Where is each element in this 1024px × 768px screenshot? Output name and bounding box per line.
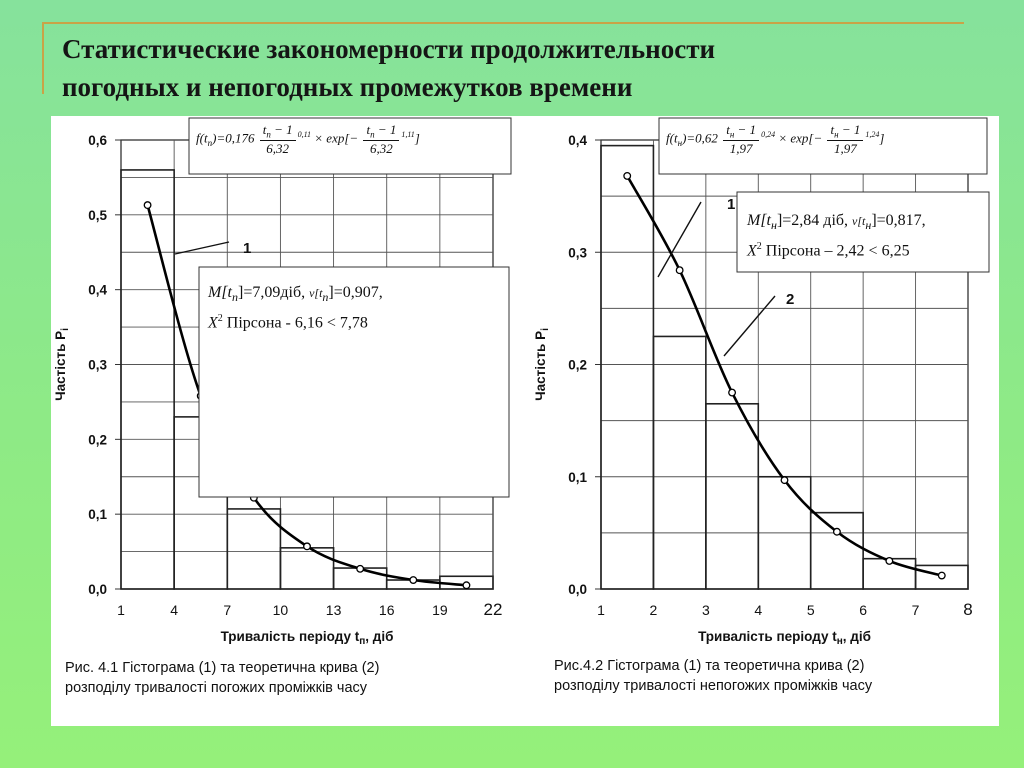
chart2-y-tick-label: 0,1 [568,469,587,485]
formula-times: × exp [314,130,345,146]
formula-arg-sub: п [207,137,213,148]
chart1-histogram-bar [280,548,333,589]
chart2-curve-point [834,528,841,535]
stat-x2-sup: 2 [217,313,223,325]
chart1-x-tick-label: 19 [432,602,448,618]
slide-title-line2: погодных и непогодных промежутков времени [62,72,633,102]
chart1-caption [65,658,379,698]
stat-m-value: ]=7,09діб, [238,284,310,301]
chart1-x-tick-label: 10 [272,602,289,618]
chart2-y-tick-label: 0,2 [568,357,587,373]
formula-exp1: 0,24 [761,129,776,139]
chart1-x-axis-label-unit: , діб [365,629,394,644]
chart2-formula: $f(t_н)=0,62$ $t_н - 1$ 1,97 $^{0,24}$ × exp[− $t_н - 1$ 1,97 $^{1,24}$] [666,122,885,156]
chart1-curve-point [410,577,417,584]
formula-den2: 1,97 [834,140,857,156]
chart2-y-tick-label: 0,3 [568,245,587,261]
formula-num2-sub: п [370,129,375,140]
chart1-y-tick-label: 0,0 [88,582,107,597]
chart2-caption [554,656,872,696]
formula-f: f [196,130,200,146]
chart2-histogram-bar [706,404,758,589]
chart1-y-axis-label-sub: i [60,328,71,331]
chart2-x-tick-label: 8 [963,600,973,619]
chart1-curve-point [144,202,151,209]
chart2-label1: 1 [727,196,736,213]
stat-v-sub: н [865,218,872,233]
chart2-y-axis-label: Частість $P_i$ [533,328,551,401]
chart1-curve-point [304,543,311,550]
formula-coef: =0,176 [216,130,255,146]
formula-f: f [666,130,670,146]
formula-minus: − [813,130,823,146]
chart1-y-tick-label: 0,5 [88,207,107,223]
chart2-curve-point [781,477,788,484]
chart2-label2: 2 [786,291,795,308]
chart2-curve-point [729,389,736,396]
formula-den: 1,97 [729,140,753,156]
chart2-curve-point [938,572,945,579]
stat-v-sub: п [322,290,329,305]
chart2-x-tick-label: 5 [806,602,815,618]
chart2-y-tick-label: 0,0 [568,582,587,597]
stat-m-value: ]=2,84 діб, [776,212,853,229]
chart1-histogram-bar [121,170,174,589]
chart1-y-tick-label: 0,2 [88,432,107,448]
charts-canvas [51,116,999,726]
formula-num2-tail: − 1 [838,122,861,137]
chart1-x-tick-label: 22 [483,600,503,619]
stat-pearson: Пірсона - 6,16 < 7,78 [222,314,368,332]
chart2-histogram-bar [811,513,863,589]
formula-num2-tail: − 1 [374,122,397,137]
chart2-curve-point [676,267,683,274]
slide-title [62,30,962,106]
stat-v-value: ]=0,817, [871,212,926,229]
stat-v-value: ]=0,907, [328,284,383,301]
caption-line1: Рис.4.2 Гістограма (1) та теоретична крива (2) [554,658,865,674]
chart1-y-tick-label: 0,6 [88,133,107,148]
formula-den: 6,32 [266,140,290,156]
chart2-curve-point [886,558,893,565]
formula-num2-sub: н [834,129,839,140]
chart2-histogram-bar [653,336,705,589]
chart2-x-axis-label-sub: н [836,636,843,647]
stat-m-label: M[t [747,212,771,229]
formula-exp2: 1,24 [865,129,880,139]
chart1-x-tick-label: 13 [325,602,342,618]
chart2-y-axis-label-sub: i [540,328,551,331]
formula-num2: t [830,122,835,137]
formula-exp1: 0,11 [297,129,312,139]
chart2-curve-point [624,173,631,180]
stat-pearson: Пірсона – 2,42 < 6,25 [761,242,910,260]
formula-times: × exp [778,130,809,146]
chart2-x-tick-label: 3 [701,602,710,618]
title-accent-vertical [42,22,44,94]
chart1-x-tick-label: 7 [223,602,232,618]
formula-arg-sub: н [677,137,683,148]
stat-m-sub: п [232,290,238,305]
formula-coef: =0,62 [686,130,718,146]
chart1-formula: $f(t_п)=0,176$ $t_п - 1$ 6,32 $^{0,11}$ × exp[− $t_п - 1$ 6,32 $^{1,11}$] [196,122,420,156]
stat-x2: X [747,242,757,260]
chart1-x-axis-label-sub: п [359,636,366,647]
stat-v-label: v[t [309,286,323,300]
chart1-curve-point [357,565,364,572]
figure-panel [51,116,999,726]
stat-v-label: v[t [852,214,866,228]
chart1-x-tick-label: 16 [378,602,395,618]
chart2-x-tick-label: 1 [597,602,605,618]
formula-num-tail: − 1 [734,122,757,137]
formula-num-sub: н [729,129,735,140]
title-accent-horizontal [42,22,964,24]
chart2-x-tick-label: 7 [911,602,920,618]
stat-x2-sup: 2 [756,241,762,253]
chart1-stats [208,282,383,334]
chart1-label1: 1 [243,240,252,257]
formula-num2: t [366,122,371,137]
chart2-histogram-bar [601,146,653,589]
chart2-x-tick-label: 4 [754,602,763,618]
formula-num-tail: − 1 [270,122,293,137]
chart2-x-axis-label-unit: , діб [842,629,871,644]
chart2-label2-leader [724,296,775,356]
chart2-y-tick-label: 0,4 [568,133,587,148]
stat-m-label: M[t [208,284,232,301]
chart1-y-axis-label: Частість $P_i$ [53,328,71,401]
slide-title-line1: Статистические закономерности продолжительности [62,34,716,64]
formula-num: t [262,122,267,137]
caption-line2: розподілу тривалості погожих проміжків часу [65,680,368,696]
stat-x2: X [208,314,218,332]
stat-m-sub: н [771,218,777,233]
chart1-curve-point [463,582,470,589]
formula-num-sub: п [266,129,271,140]
chart1-y-tick-label: 0,4 [88,282,107,298]
chart1-y-tick-label: 0,3 [88,357,107,373]
caption-line1: Рис. 4.1 Гістограма (1) та теоретична крива (2) [65,660,380,676]
formula-exp2: 1,11 [401,129,415,139]
formula-minus: − [349,130,359,146]
formula-arg: t [673,130,678,146]
formula-arg: t [203,130,208,146]
chart2-x-tick-label: 6 [859,602,868,618]
formula-den2: 6,32 [370,140,393,156]
chart2-x-axis-label: Тривалість періоду $t_н$, діб [698,629,871,647]
chart1-x-axis-label: Тривалість періоду $t_п$, діб [220,629,394,647]
chart2-x-tick-label: 2 [649,602,658,618]
chart1-x-tick-label: 1 [117,602,125,618]
caption-line2: розподілу тривалості непогожих проміжків часу [554,678,873,694]
chart2-stats [747,210,926,262]
chart1-y-tick-label: 0,1 [88,507,107,523]
chart1-x-tick-label: 4 [170,602,179,618]
formula-num: t [726,122,730,137]
